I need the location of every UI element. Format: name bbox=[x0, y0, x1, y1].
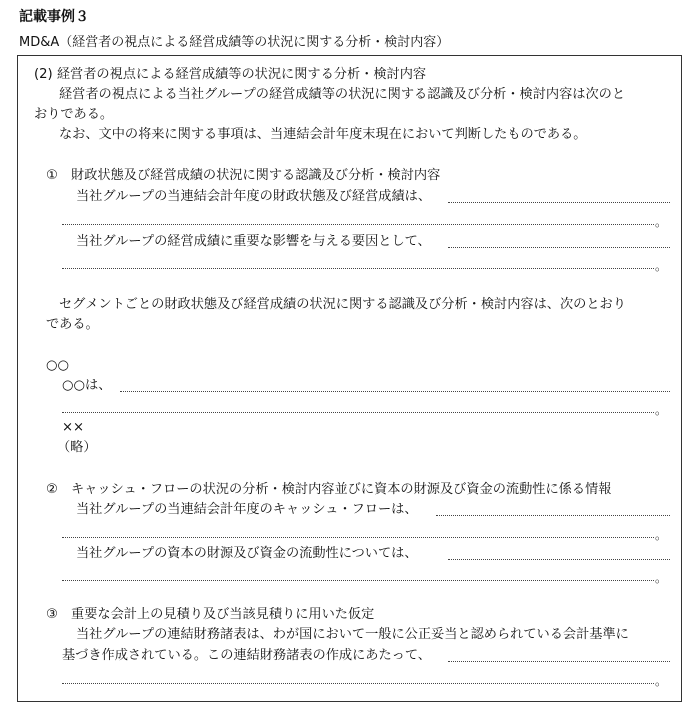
item3-line-1: 当社グループの連結財務諸表は、わが国において一般に公正妥当と認められている会計基準に bbox=[76, 627, 629, 642]
item2-heading: ② キャッシュ・フローの状況の分析・検討内容並びに資本の財源及び資金の流動性に係る情報 bbox=[46, 482, 612, 497]
sentence-end: 。 bbox=[655, 674, 668, 688]
fill-in-line bbox=[62, 268, 654, 269]
sentence-end: 。 bbox=[655, 571, 668, 585]
fill-in-line bbox=[448, 661, 670, 662]
item3-line-2: 基づき作成されている。この連結財務諸表の作成にあたって、 bbox=[62, 648, 431, 663]
item1-line-1: 当社グループの当連結会計年度の財政状態及び経営成績は、 bbox=[76, 189, 432, 204]
intro-line-3: なお、文中の将来に関する事項は、当連結会計年度末現在において判断したものである。 bbox=[59, 127, 587, 142]
item2-line-1: 当社グループの当連結会計年度のキャッシュ・フローは、 bbox=[76, 502, 418, 517]
item3-heading: ③ 重要な会計上の見積り及び当該見積りに用いた仮定 bbox=[46, 607, 375, 622]
segment-line-1: セグメントごとの財政状態及び経営成績の状況に関する認識及び分析・検討内容は、次のとおり bbox=[59, 297, 626, 312]
sentence-end: 。 bbox=[655, 215, 668, 229]
fill-in-line bbox=[120, 391, 670, 392]
document-subtitle: MD&A（経営者の視点による経営成績等の状況に関する分析・検討内容） bbox=[19, 35, 450, 50]
sentence-end: 。 bbox=[655, 528, 668, 542]
fill-in-line bbox=[448, 559, 670, 560]
fill-in-line bbox=[448, 247, 670, 248]
intro-line-2: おりである。 bbox=[34, 107, 114, 122]
omitted-note: （略） bbox=[57, 440, 97, 455]
fill-in-line bbox=[448, 202, 670, 203]
document-title: 記載事例３ bbox=[19, 9, 89, 25]
sentence-end: 。 bbox=[655, 259, 668, 273]
segment-line-2: である。 bbox=[46, 317, 99, 332]
item1-line-2: 当社グループの経営成績に重要な影響を与える要因として、 bbox=[76, 234, 431, 249]
fill-in-line bbox=[62, 537, 654, 538]
fill-in-line bbox=[62, 224, 654, 225]
segment-name-1: ○○ bbox=[46, 358, 70, 373]
item1-heading: ① 財政状態及び経営成績の状況に関する認識及び分析・検討内容 bbox=[46, 168, 441, 183]
intro-line-1: 経営者の視点による当社グループの経営成績等の状況に関する認識及び分析・検討内容は次のと bbox=[59, 87, 626, 102]
segment-name-2: ×× bbox=[62, 420, 85, 435]
fill-in-line bbox=[436, 515, 670, 516]
sentence-end: 。 bbox=[655, 403, 668, 417]
fill-in-line bbox=[62, 683, 654, 684]
example-box bbox=[17, 55, 682, 702]
segment-1-line: ○○は、 bbox=[62, 378, 112, 393]
fill-in-line bbox=[62, 412, 654, 413]
section-heading: (2) 経営者の視点による経営成績等の状況に関する分析・検討内容 bbox=[34, 67, 427, 82]
fill-in-line bbox=[62, 580, 654, 581]
item2-line-2: 当社グループの資本の財源及び資金の流動性については、 bbox=[76, 546, 418, 561]
